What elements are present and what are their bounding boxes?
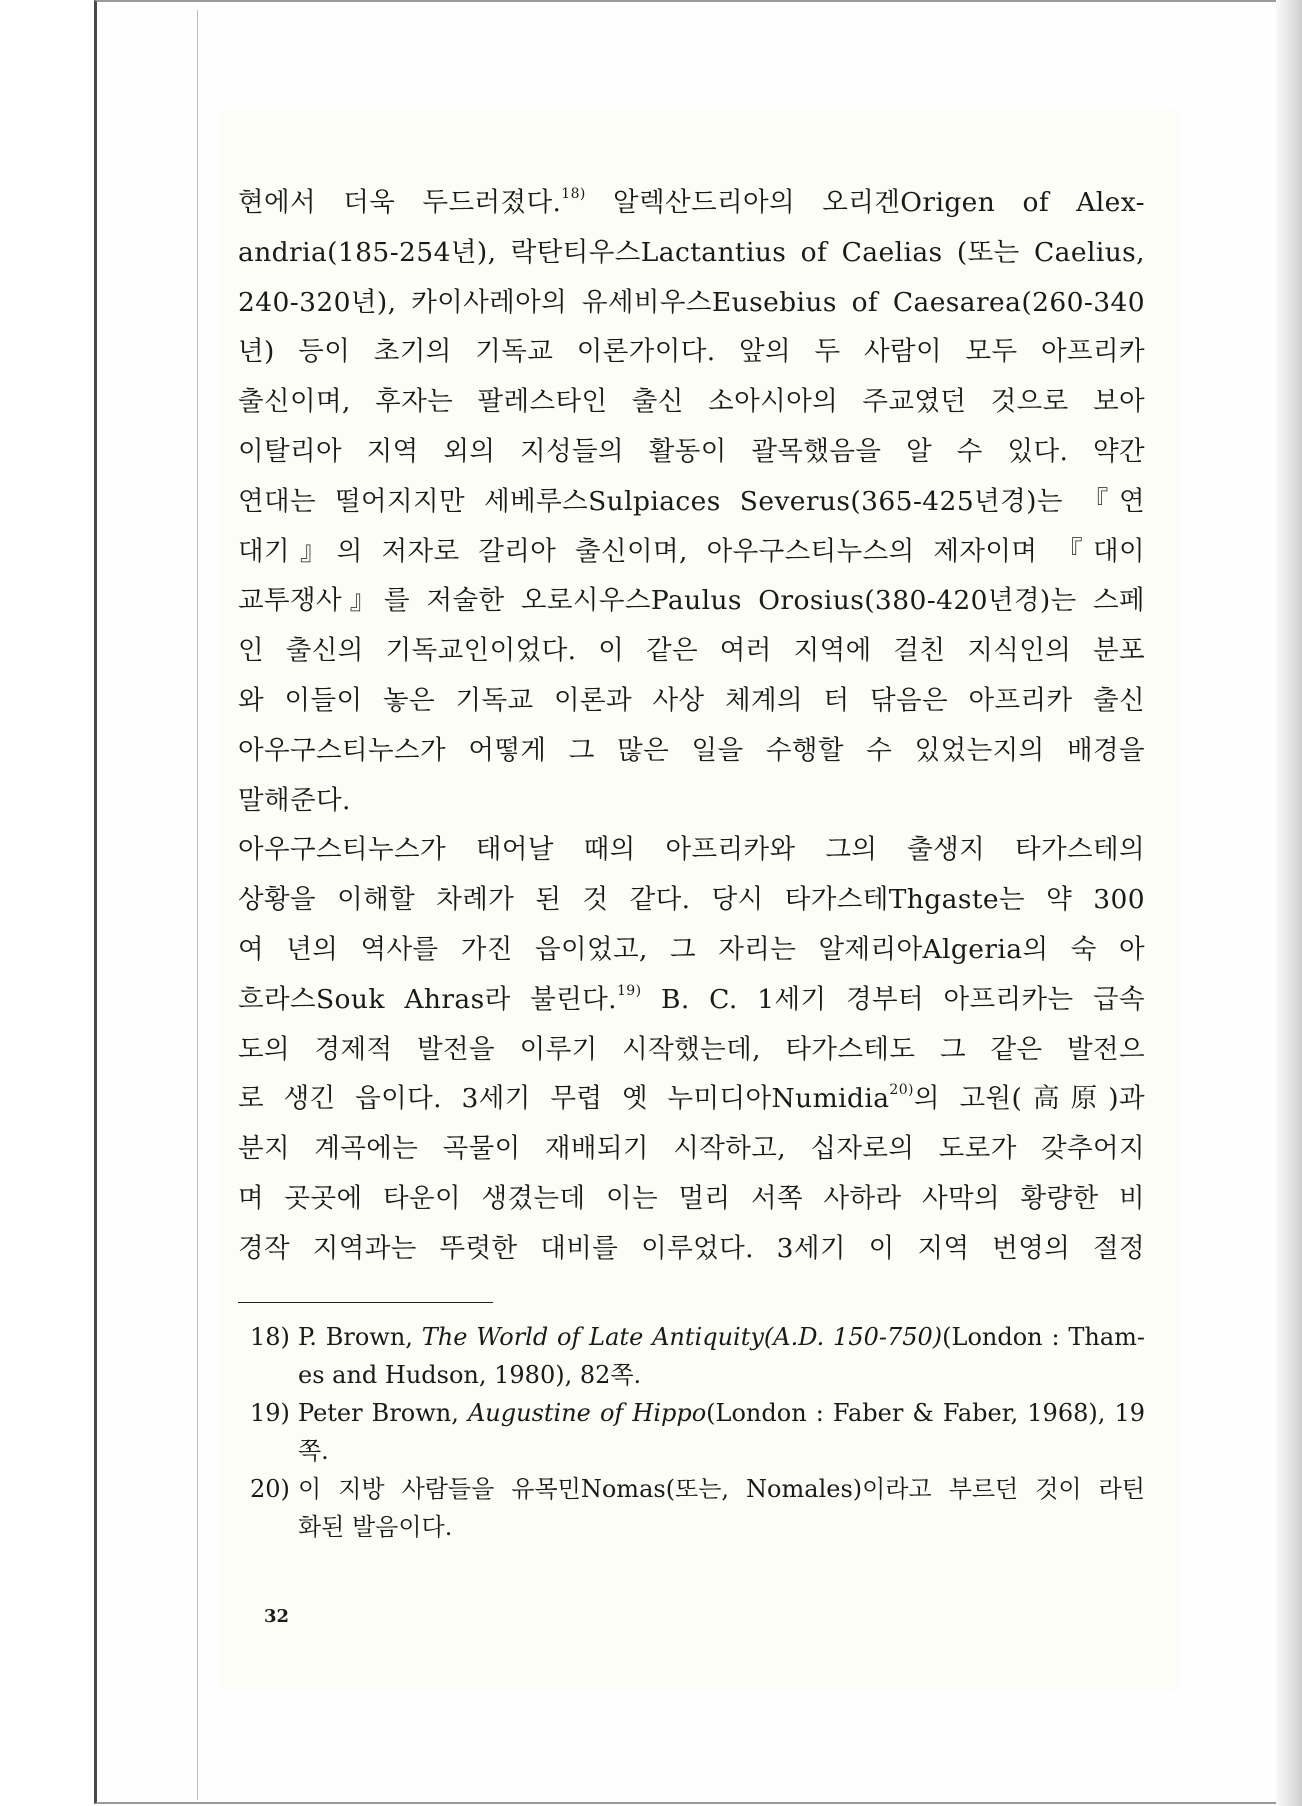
book-title: The World of Late Antiquity(A.D. 150-750) xyxy=(421,1323,943,1351)
body-line: 경작 지역과는 뚜렷한 대비를 이루었다. 3세기 이 지역 번영의 절정 xyxy=(238,1232,1145,1264)
body-line: 년) 등이 초기의 기독교 이론가이다. 앞의 두 사람이 모두 아프리카 xyxy=(238,336,1145,368)
footnote-line: 이 지방 사람들을 유목민Nomas(또는, Nomales)이라고 부르던 것이 라틴 xyxy=(298,1475,1145,1503)
body-line: 연대는 떨어지지만 세베루스Sulpiaces Severus(365-425년경)는 『연 xyxy=(238,485,1145,517)
footnote-line: 쪽. xyxy=(298,1437,329,1465)
body-line: 상황을 이해할 차례가 된 것 같다. 당시 타가스테Thgaste는 약 300 xyxy=(238,884,1145,916)
body-line: 흐라스Souk Ahras라 불린다.$^{19)}$ B. C. 1세기 경부터 아프리카는 급속 xyxy=(238,982,1145,1015)
body-line: 여 년의 역사를 가진 읍이었고, 그 자리는 알제리아Algeria의 숙 아 xyxy=(238,933,1145,965)
footnote-line: 화된 발음이다. xyxy=(298,1513,453,1541)
body-line: 분지 계곡에는 곡물이 재배되기 시작하고, 십자로의 도로가 갖추어지 xyxy=(238,1133,1145,1165)
footnote-ref-19: 19) xyxy=(616,982,642,999)
body-line: 대기』의 저자로 갈리아 출신이며, 아우구스티누스의 제자이며 『대이 xyxy=(238,535,1145,567)
footnote-divider xyxy=(238,1302,493,1303)
footnote-20 xyxy=(238,1470,1145,1546)
page-edge-shadow xyxy=(1272,0,1302,1806)
footnote-line: P. Brown, The World of Late Antiquity(A.D. 150-750)(London : Tham- xyxy=(298,1323,1145,1351)
body-line: 와 이들이 놓은 기독교 이론과 사상 체계의 터 닦음은 아프리카 출신 xyxy=(238,684,1145,716)
body-line: andria(185-254년), 락탄티우스Lactantius of Caelias (또는 Caelius, xyxy=(238,236,1145,268)
body-line: 교투쟁사』를 저술한 오로시우스Paulus Orosius(380-420년경)는 스페 xyxy=(238,585,1145,617)
body-line: 아우구스티누스가 어떻게 그 많은 일을 수행할 수 있었는지의 배경을 xyxy=(238,734,1145,766)
footnote-line: Peter Brown, Augustine of Hippo(London : Faber & Faber, 1968), 19 xyxy=(298,1399,1145,1427)
footnote-line: es and Hudson, 1980), 82쪽. xyxy=(298,1361,642,1389)
footnote-number: 19) xyxy=(250,1399,290,1427)
book-title: Augustine of Hippo xyxy=(467,1399,707,1427)
body-line: 240-320년), 카이사레아의 유세비우스Eusebius of Caesarea(260-340 xyxy=(238,286,1145,318)
body-line: 출신이며, 후자는 팔레스타인 출신 소아시아의 주교였던 것으로 보아 xyxy=(238,386,1145,418)
footnote-number: 20) xyxy=(250,1475,290,1503)
body-line: 도의 경제적 발전을 이루기 시작했는데, 타가스테도 그 같은 발전으 xyxy=(238,1033,1145,1065)
body-line: 이탈리아 지역 외의 지성들의 활동이 괄목했음을 알 수 있다. 약간 xyxy=(238,435,1145,467)
body-line: 현에서 더욱 두드러졌다.$^{18)}$ 알렉산드리아의 오리겐Origen of Alex- xyxy=(238,186,1145,218)
body-line: 말해준다. xyxy=(238,784,351,816)
footnote-ref-18: 18) xyxy=(561,186,586,202)
footnote-ref-20: 20) xyxy=(889,1082,914,1099)
footnote-19 xyxy=(238,1394,1145,1470)
body-line: 로 생긴 읍이다. 3세기 무렵 옛 누미디아Numidia$^{20)}$의 고원(高原)과 xyxy=(238,1082,1145,1115)
footnotes xyxy=(238,1318,1145,1546)
body-line: 인 출신의 기독교인이었다. 이 같은 여러 지역에 걸친 지식인의 분포 xyxy=(238,635,1145,667)
body-text xyxy=(238,178,1145,1274)
body-line: 아우구스티누스가 태어날 때의 아프리카와 그의 출생지 타가스테의 xyxy=(238,834,1145,866)
body-line: 며 곳곳에 타운이 생겼는데 이는 멀리 서쪽 사하라 사막의 황량한 비 xyxy=(238,1182,1145,1214)
page-binding-line xyxy=(197,10,198,1800)
footnote-number: 18) xyxy=(250,1323,290,1351)
page-number: 32 xyxy=(264,1606,290,1627)
footnote-18 xyxy=(238,1318,1145,1394)
